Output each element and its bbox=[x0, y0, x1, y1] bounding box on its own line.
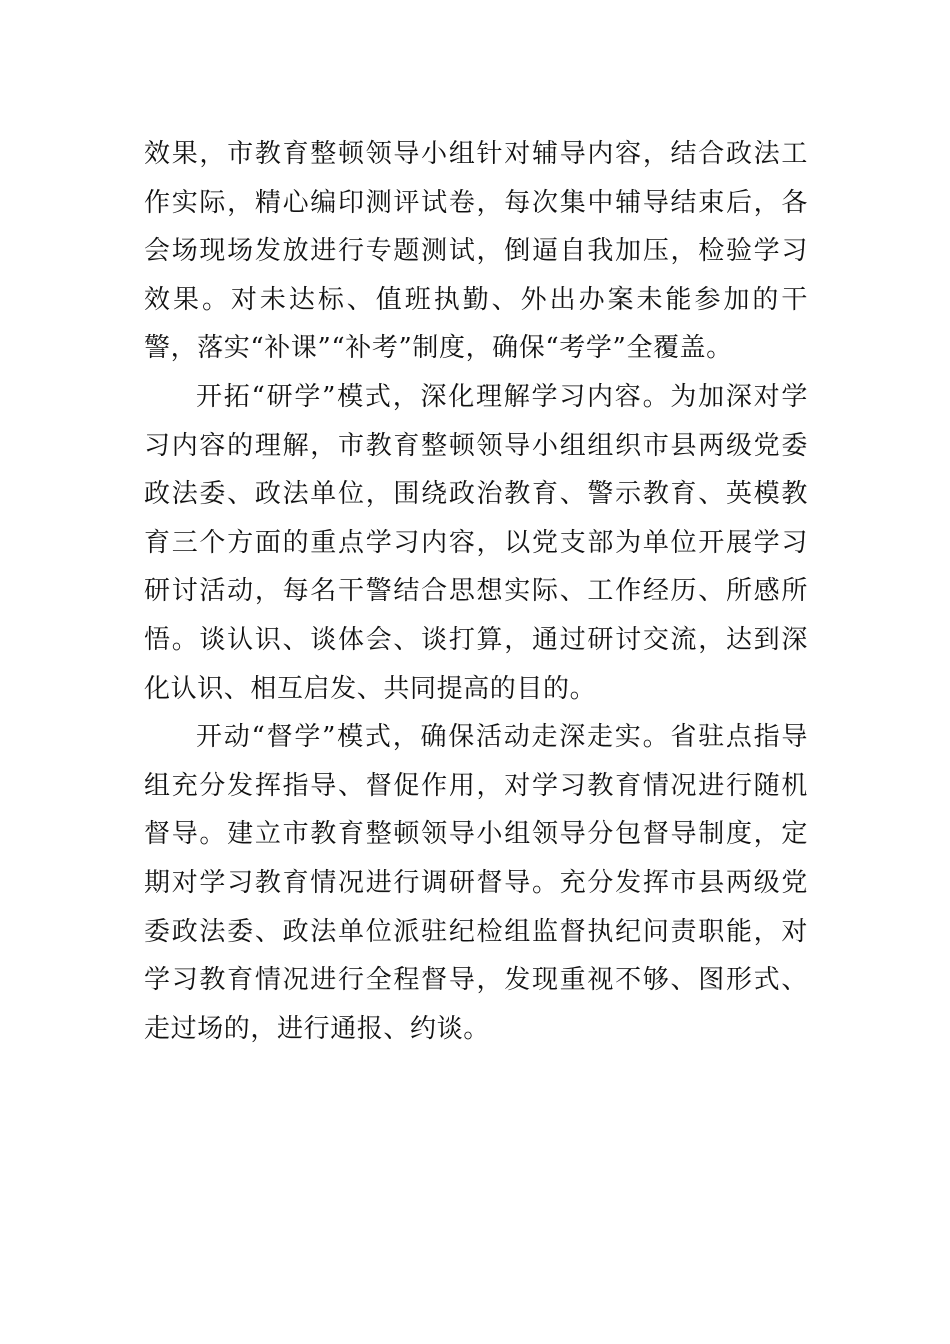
document-body bbox=[144, 130, 808, 1053]
paragraph-continuation: 效果，市教育整顿领导小组针对辅导内容，结合政法工作实际，精心编印测评试卷，每次集中辅导结束后，各会场现场发放进行专题测试，倒逼自我加压，检验学习效果。对未达标、值班执勤、外出办案未能参加的干警，落实“补课”“补考”制度，确保“考学”全覆盖。 bbox=[144, 139, 808, 364]
paragraph-yanxue: 开拓“研学”模式，深化理解学习内容。为加深对学习内容的理解，市教育整顿领导小组组织市县两级党委政法委、政法单位，围绕政治教育、警示教育、英模教育三个方面的重点学习内容，以党支部为单位开展学习研讨活动，每名干警结合思想实际、工作经历、所感所悟。谈认识、谈体会、谈打算，通过研讨交流，达到深化认识、相互启发、共同提高的目的。 bbox=[144, 381, 808, 704]
paragraph-duxue: 开动“督学”模式，确保活动走深走实。省驻点指导组充分发挥指导、督促作用，对学习教育情况进行随机督导。建立市教育整顿领导小组领导分包督导制度，定期对学习教育情况进行调研督导。充分发挥市县两级党委政法委、政法单位派驻纪检组监督执纪问责职能，对学习教育情况进行全程督导，发现重视不够、图形式、走过场的，进行通报、约谈。 bbox=[144, 722, 808, 1044]
